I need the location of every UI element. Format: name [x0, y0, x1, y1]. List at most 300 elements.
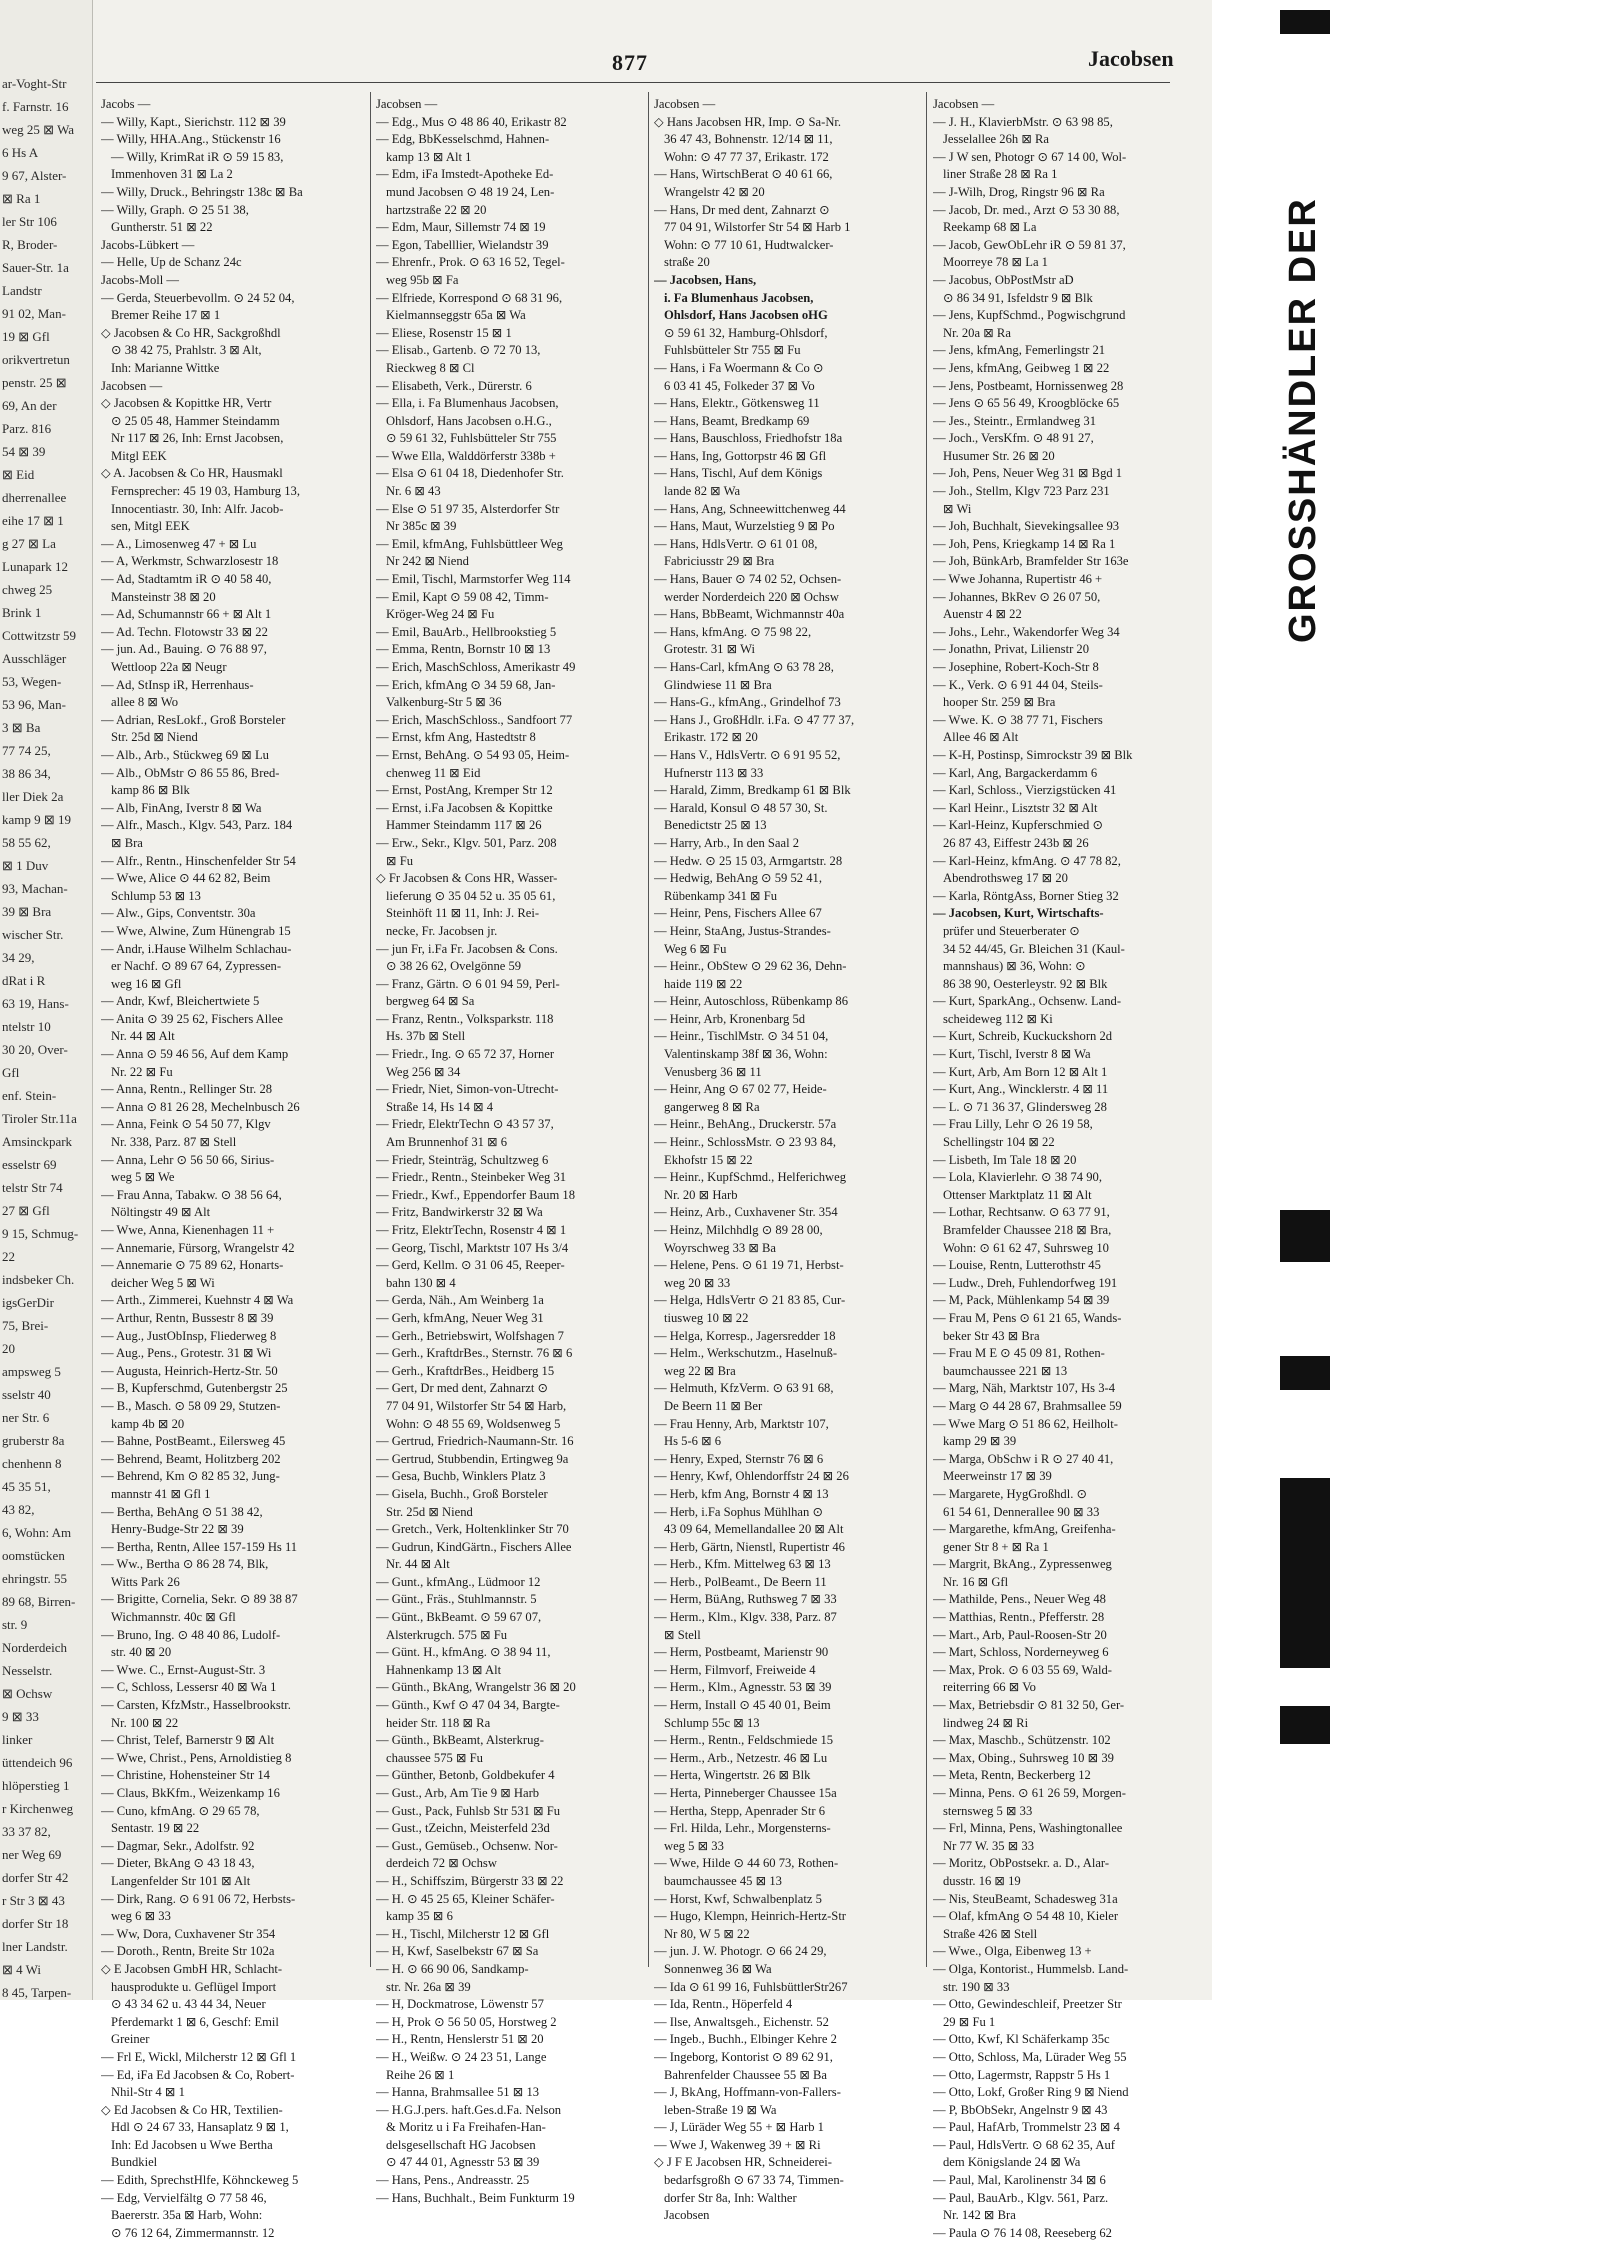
directory-entry-line: Husumer Str. 26 ⊠ 20 — [943, 448, 1055, 463]
directory-entry-line: Benedictstr 25 ⊠ 13 — [664, 818, 767, 833]
directory-entry-line: — Hans, Pens., Andreasstr. 25 — [376, 2173, 530, 2188]
directory-entry-line: haide 119 ⊠ 22 — [664, 976, 743, 991]
fragment-line: Nesselstr. — [2, 1663, 53, 1678]
directory-entry-line: Fernsprecher: 45 19 03, Hamburg 13, — [111, 484, 300, 499]
directory-entry-line: — Jacob, Dr. med., Arzt ⊙ 53 30 88, — [933, 202, 1120, 217]
directory-entry-line: chenweg 11 ⊠ Eid — [386, 765, 481, 780]
directory-entry-line: De Beern 11 ⊠ Ber — [664, 1398, 763, 1413]
directory-entry-line: — Arthur, Rentn, Bussestr 8 ⊠ 39 — [101, 1310, 274, 1325]
directory-entry-line: — Herm., Arb., Netzestr. 46 ⊠ Lu — [654, 1750, 828, 1765]
directory-entry-line: Ekhofstr 15 ⊠ 22 — [664, 1152, 753, 1167]
directory-entry-line: — H. ⊙ 45 25 65, Kleiner Schäfer- — [376, 1891, 555, 1906]
fragment-line: eihe 17 ⊠ 1 — [2, 513, 64, 528]
directory-entry-line: — Elfriede, Korrespond ⊙ 68 31 96, — [376, 290, 563, 305]
directory-entry-line: weg 95b ⊠ Fa — [386, 272, 459, 287]
directory-entry-line: — Willy, Kapt., Sierichstr. 112 ⊠ 39 — [101, 114, 286, 129]
directory-entry-line: — Wwe. C., Ernst-August-Str. 3 — [101, 1662, 266, 1677]
fragment-line: Norderdeich — [2, 1640, 67, 1655]
directory-entry-line: — Frau Henny, Arb, Marktstr 107, — [654, 1416, 829, 1431]
fragment-line: 6, Wohn: Am — [2, 1525, 72, 1540]
directory-entry-line: — Ww., Bertha ⊙ 86 28 74, Blk, — [101, 1557, 269, 1572]
directory-entry-line: — Elsa ⊙ 61 04 18, Diedenhofer Str. — [376, 466, 564, 481]
directory-entry-line: heider Str. 118 ⊠ Ra — [386, 1715, 491, 1730]
fragment-line: 30 20, Over- — [2, 1042, 68, 1057]
directory-entry-line: Jacobsen — — [376, 97, 438, 111]
directory-entry-line: — H.G.J.pers. haft.Ges.d.Fa. Nelson — [376, 2102, 562, 2117]
directory-entry-line: Str. 25d ⊠ Niend — [111, 730, 198, 745]
directory-entry-line: — Gertrud, Friedrich-Naumann-Str. 16 — [376, 1434, 574, 1449]
directory-entry-line: — Hans, Buchhalt., Beim Funkturm 19 — [376, 2190, 575, 2205]
directory-entry-line: — Friedr., Kwf., Eppendorfer Baum 18 — [376, 1187, 576, 1202]
directory-entry-line: — Gretch., Verk, Holtenklinker Str 70 — [376, 1522, 569, 1537]
directory-entry-line: gener Str 8 + ⊠ Ra 1 — [943, 1539, 1049, 1554]
directory-entry-line: Inh: Ed Jacobsen u Wwe Bertha — [111, 2137, 273, 2152]
fragment-line: üttendeich 96 — [2, 1755, 73, 1770]
directory-entry-line: Nhil-Str 4 ⊠ 1 — [111, 2085, 185, 2100]
fragment-line: ⊠ Ra 1 — [2, 191, 41, 206]
directory-entry-line: — Emil, kfmAng, Fuhlsbüttleer Weg — [376, 536, 563, 551]
directory-column-2 — [376, 96, 648, 2207]
directory-entry-line: — Alw., Gips, Conventstr. 30a — [101, 906, 256, 921]
directory-entry-line: — Heinz, Arb., Cuxhavener Str. 354 — [654, 1205, 838, 1220]
directory-entry-line: — Hertha, Stepp, Apenrader Str 6 — [654, 1803, 826, 1818]
directory-entry-line: — Lothar, Rechtsanw. ⊙ 63 77 91, — [933, 1205, 1110, 1220]
directory-entry-line: — Paul, HdlsVertr. ⊙ 68 62 35, Auf — [933, 2137, 1115, 2152]
fragment-line: 38 86 34, — [2, 766, 51, 781]
directory-entry-line: — Karl, Schloss., Vierzigstücken 41 — [933, 783, 1117, 798]
directory-entry-line: reiterring 66 ⊠ Vo — [943, 1680, 1036, 1695]
fragment-line: ner Str. 6 — [2, 1410, 50, 1425]
directory-entry-line: — Jacobsen, Kurt, Wirtschafts- — [933, 906, 1104, 921]
directory-entry-line: — Frau M E ⊙ 45 09 81, Rothen- — [933, 1346, 1105, 1361]
directory-entry-line: — Friedr, ElektrTechn ⊙ 43 57 37, — [376, 1117, 554, 1132]
directory-entry-line: — Ernst, i.Fa Jacobsen & Kopittke — [376, 800, 553, 815]
directory-entry-line: necke, Fr. Jacobsen jr. — [386, 923, 498, 938]
directory-entry-line: — Herta, Wingertstr. 26 ⊠ Blk — [654, 1768, 811, 1783]
directory-entry-line: sternsweg 5 ⊠ 33 — [943, 1803, 1033, 1818]
directory-entry-line: Woyrschweg 33 ⊠ Ba — [664, 1240, 777, 1255]
directory-entry-line: — Gerd, Kellm. ⊙ 31 06 45, Reeper- — [376, 1258, 565, 1273]
directory-entry-line: — Elisab., Gartenb. ⊙ 72 70 13, — [376, 343, 541, 358]
directory-entry-line: Nr 80, W 5 ⊠ 22 — [664, 1926, 750, 1941]
fragment-line: 69, An der — [2, 398, 57, 413]
directory-entry-line: — Josephine, Robert-Koch-Str 8 — [933, 660, 1099, 674]
directory-entry-line: — Hans V., HdlsVertr. ⊙ 6 91 95 52, — [654, 747, 841, 762]
directory-entry-line: baumchaussee 45 ⊠ 13 — [664, 1873, 782, 1888]
directory-entry-line: — J. H., KlavierbMstr. ⊙ 63 98 85, — [933, 114, 1113, 129]
directory-entry-line: — Hans-Carl, kfmAng ⊙ 63 78 28, — [654, 660, 834, 674]
directory-entry-line: — A, Werkmstr, Schwarzlosestr 18 — [101, 554, 279, 569]
directory-entry-line: — Emma, Rentn, Bornstr 10 ⊠ 13 — [376, 642, 551, 657]
directory-entry-line: — Cuno, kfmAng. ⊙ 29 65 78, — [101, 1803, 260, 1818]
directory-entry-line: — Günt. H., kfmAng. ⊙ 38 94 11, — [376, 1645, 551, 1660]
directory-entry-line: Am Brunnenhof 31 ⊠ 6 — [386, 1135, 508, 1150]
directory-entry-line: — H, Kwf, Saselbekstr 67 ⊠ Sa — [376, 1944, 539, 1959]
directory-entry-line: — Jes., Steintr., Ermlandweg 31 — [933, 413, 1096, 428]
directory-entry-line: Hahnenkamp 13 ⊠ Alt — [386, 1662, 502, 1677]
directory-entry-line: — Dagmar, Sekr., Adolfstr. 92 — [101, 1838, 255, 1853]
fragment-line: Brink 1 — [2, 605, 42, 620]
directory-entry-line: — J-Wilh, Drog, Ringstr 96 ⊠ Ra — [933, 184, 1105, 199]
directory-entry-line: — Anna, Rentn., Rellinger Str. 28 — [101, 1082, 273, 1097]
directory-entry-line: Witts Park 26 — [111, 1574, 180, 1589]
directory-entry-line: — Emil, BauArb., Hellbrookstieg 5 — [376, 624, 557, 639]
directory-entry-line: — J, BkAng, Hoffmann-von-Fallers- — [654, 2085, 841, 2100]
directory-entry-line: — Henry, Exped, Sternstr 76 ⊠ 6 — [654, 1451, 824, 1466]
directory-entry-line: — Wwe, Hilde ⊙ 44 60 73, Rothen- — [654, 1856, 839, 1871]
fragment-line: 27 ⊠ Gfl — [2, 1203, 50, 1218]
directory-entry-line: ⊠ Bra — [111, 835, 143, 850]
directory-entry-line: kamp 4b ⊠ 20 — [111, 1416, 185, 1431]
directory-entry-line: — Karla, RöntgAss, Borner Stieg 32 — [933, 888, 1119, 903]
fragment-line: 63 19, Hans- — [2, 996, 69, 1011]
directory-entry-line: — Anita ⊙ 39 25 62, Fischers Allee — [101, 1011, 283, 1026]
directory-entry-line: — Friedr., Ing. ⊙ 65 72 37, Horner — [376, 1047, 555, 1062]
directory-entry-line: 29 ⊠ Fu 1 — [943, 2014, 996, 2029]
directory-entry-line: — Arth., Zimmerei, Kuehnstr 4 ⊠ Wa — [101, 1293, 294, 1308]
directory-column-4 — [933, 96, 1209, 2242]
directory-entry-line: — Wwe, Christ., Pens, Arnoldistieg 8 — [101, 1750, 292, 1765]
fragment-line: ntelstr 10 — [2, 1019, 51, 1034]
directory-entry-line: — Jens, Postbeamt, Hornissenweg 28 — [933, 378, 1124, 393]
directory-entry-line: i. Fa Blumenhaus Jacobsen, — [664, 290, 814, 305]
directory-entry-line: Jacobsen — — [654, 97, 716, 111]
directory-entry-line: Nr. 338, Parz. 87 ⊠ Stell — [111, 1135, 237, 1150]
fragment-line: igsGerDir — [2, 1295, 54, 1310]
directory-entry-line: Schlump 55c ⊠ 13 — [664, 1715, 760, 1730]
directory-entry-line: Grotestr. 31 ⊠ Wi — [664, 642, 755, 657]
fragment-line: dorfer Str 18 — [2, 1916, 69, 1931]
fragment-line: 53 96, Man- — [2, 697, 66, 712]
directory-entry-line: — Franz, Rentn., Volksparkstr. 118 — [376, 1011, 554, 1026]
directory-entry-line: Sonnenweg 36 ⊠ Wa — [664, 1961, 772, 1976]
directory-entry-line: — Kurt, Arb, Am Born 12 ⊠ Alt 1 — [933, 1064, 1108, 1079]
directory-entry-line: — Joh, Pens, Kriegkamp 14 ⊠ Ra 1 — [933, 536, 1116, 551]
directory-entry-line: — Herm., Klm., Klgv. 338, Parz. 87 — [654, 1610, 837, 1625]
directory-entry-line: — Paul, Mal, Karolinenstr 34 ⊠ 6 — [933, 2173, 1106, 2188]
directory-entry-line: — Gerh., KraftdrBes., Sternstr. 76 ⊠ 6 — [376, 1346, 573, 1361]
spine-band — [1280, 1210, 1330, 1262]
directory-entry-line: — Ludw., Dreh, Fuhlendorfweg 191 — [933, 1275, 1118, 1290]
directory-entry-line: — Else ⊙ 51 97 35, Alsterdorfer Str — [376, 501, 560, 516]
directory-entry-line: — Erich, MaschSchloss, Amerikastr 49 — [376, 660, 576, 674]
directory-entry-line: — C, Schloss, Lessersr 40 ⊠ Wa 1 — [101, 1680, 277, 1695]
directory-entry-line: — Günth., BkAng, Wrangelstr 36 ⊠ 20 — [376, 1680, 576, 1695]
directory-entry-line: — Harry, Arb., In den Saal 2 — [654, 835, 800, 850]
directory-entry-line: — Bruno, Ing. ⊙ 48 40 86, Ludolf- — [101, 1627, 281, 1642]
directory-entry-line: Nr. 22 ⊠ Fu — [111, 1064, 173, 1079]
directory-entry-line: — Margarethe, kfmAng, Greifenha- — [933, 1522, 1116, 1537]
directory-entry-line: Inh: Marianne Wittke — [111, 360, 220, 375]
fragment-line: 9 ⊠ 33 — [2, 1709, 39, 1724]
directory-entry-line: Hs. 37b ⊠ Stell — [386, 1029, 466, 1044]
directory-entry-line: 77 04 91, Wilstorfer Str 54 ⊠ Harb, — [386, 1398, 567, 1413]
directory-entry-line: — Max, Obing., Suhrsweg 10 ⊠ 39 — [933, 1750, 1114, 1765]
fragment-line: 77 74 25, — [2, 743, 51, 758]
directory-entry-line: — Gust., tZeichn, Meisterfeld 23d — [376, 1821, 550, 1836]
fragment-line: 20 — [2, 1341, 15, 1356]
directory-entry-line: — Heinr, Autoschloss, Rübenkamp 86 — [654, 994, 848, 1009]
spine-band — [1280, 1356, 1330, 1390]
directory-entry-line: — Emil, Kapt ⊙ 59 08 42, Timm- — [376, 589, 549, 604]
directory-entry-line: prüfer und Steuerberater ⊙ — [943, 923, 1080, 938]
directory-entry-line: — Mart., Arb, Paul-Roosen-Str 20 — [933, 1627, 1107, 1642]
fragment-line: ⊠ Ochsw — [2, 1686, 53, 1701]
directory-entry-line: — Joh., Stellm, Klgv 723 Parz 231 — [933, 484, 1110, 499]
fragment-line: 33 37 82, — [2, 1824, 51, 1839]
directory-entry-line: — M, Pack, Mühlenkamp 54 ⊠ 39 — [933, 1293, 1110, 1308]
directory-entry-line: weg 20 ⊠ 33 — [664, 1275, 731, 1290]
directory-entry-line: deicher Weg 5 ⊠ Wi — [111, 1275, 215, 1290]
directory-entry-line: — Otto, Lagermstr, Rappstr 5 Hs 1 — [933, 2067, 1111, 2082]
directory-entry-line: kamp 35 ⊠ 6 — [386, 1909, 453, 1924]
fragment-line: Amsinckpark — [2, 1134, 73, 1149]
directory-entry-line: ⊠ Fu — [386, 853, 414, 868]
header-rule — [96, 82, 1170, 83]
directory-entry-line: — P, BbObSekr, Angelnstr 9 ⊠ 43 — [933, 2102, 1108, 2117]
directory-entry-line: — Marg ⊙ 44 28 67, Brahmsallee 59 — [933, 1398, 1122, 1413]
directory-entry-line: — Gesa, Buchb, Winklers Platz 3 — [376, 1469, 546, 1484]
directory-entry-line: — Kurt, Tischl, Iverstr 8 ⊠ Wa — [933, 1047, 1091, 1062]
directory-entry-line: 34 52 44/45, Gr. Bleichen 31 (Kaul- — [943, 941, 1125, 956]
directory-entry-line: — J W sen, Photogr ⊙ 67 14 00, Wol- — [933, 149, 1127, 164]
directory-entry-line: — Ingeb., Buchh., Elbinger Kehre 2 — [654, 2032, 837, 2047]
directory-entry-line: — Behrend, Km ⊙ 82 85 32, Jung- — [101, 1469, 280, 1484]
directory-entry-line: — Jens, kfmAng, Geibweg 1 ⊠ 22 — [933, 360, 1110, 375]
directory-entry-line: — Edg, Vervielfältg ⊙ 77 58 46, — [101, 2190, 267, 2205]
directory-column-1 — [101, 96, 373, 2242]
directory-entry-line: — Ad, StInsp iR, Herrenhaus- — [101, 677, 254, 692]
directory-entry-line: Hs 5-6 ⊠ 6 — [664, 1434, 722, 1449]
directory-entry-line: — Ernst, BehAng. ⊙ 54 93 05, Heim- — [376, 747, 570, 762]
directory-entry-line: gangerweg 8 ⊠ Ra — [664, 1099, 760, 1114]
directory-entry-line: — Hans J., GroßHdlr. i.Fa. ⊙ 47 77 37, — [654, 712, 855, 727]
directory-entry-line: — Edm, Maur, Sillemstr 74 ⊠ 19 — [376, 220, 546, 235]
directory-entry-line: allee 8 ⊠ Wo — [111, 695, 179, 710]
directory-entry-line: Jacobs — — [101, 97, 151, 111]
directory-entry-line: — Hans, HdlsVertr. ⊙ 61 01 08, — [654, 536, 818, 551]
directory-entry-line: — Fritz, ElektrTechn, Rosenstr 4 ⊠ 1 — [376, 1223, 567, 1237]
directory-entry-line: Bahrenfelder Chaussee 55 ⊠ Ba — [664, 2067, 828, 2082]
fragment-line: orikvertretun — [2, 352, 70, 367]
directory-entry-line: Mitgl EEK — [111, 448, 167, 463]
directory-entry-line: — Frl, Minna, Pens, Washingtonallee — [933, 1821, 1123, 1836]
directory-entry-line: Nr. 20a ⊠ Ra — [943, 325, 1011, 340]
directory-entry-line: — Hans, BbBeamt, Wichmannstr 40a — [654, 607, 845, 622]
directory-entry-line: — Ehrenfr., Prok. ⊙ 63 16 52, Tegel- — [376, 255, 565, 270]
directory-entry-line: — Fritz, Bandwirkerstr 32 ⊠ Wa — [376, 1205, 543, 1220]
directory-entry-line: Wohn: ⊙ 47 77 37, Erikastr. 172 — [664, 149, 829, 164]
directory-entry-line: mannshaus) ⊠ 36, Wohn: ⊙ — [943, 959, 1086, 974]
fragment-line: esselstr 69 — [2, 1157, 57, 1172]
directory-entry-line: mannstr 41 ⊠ Gfl 1 — [111, 1486, 211, 1501]
directory-entry-line: — Hans, kfmAng. ⊙ 75 98 22, — [654, 624, 812, 639]
directory-entry-line: — Hans, Maut, Wurzelstieg 9 ⊠ Po — [654, 519, 835, 534]
directory-entry-line: str. 40 ⊠ 20 — [111, 1645, 172, 1660]
directory-entry-line: — Erich, kfmAng ⊙ 34 59 68, Jan- — [376, 677, 556, 692]
fragment-line: 53, Wegen- — [2, 674, 62, 689]
directory-entry-line: Kröger-Weg 24 ⊠ Fu — [386, 607, 495, 622]
directory-entry-line: Nr. 100 ⊠ 22 — [111, 1715, 179, 1730]
directory-entry-line: — Gust., Pack, Fuhlsb Str 531 ⊠ Fu — [376, 1803, 561, 1818]
directory-entry-line: — Joch., VersKfm. ⊙ 48 91 27, — [933, 431, 1094, 446]
directory-entry-line: — Kurt, Ang., Wincklerstr. 4 ⊠ 11 — [933, 1082, 1109, 1097]
directory-entry-line: — Matthias, Rentn., Pfefferstr. 28 — [933, 1610, 1105, 1625]
fragment-line: ller Diek 2a — [2, 789, 64, 804]
directory-entry-line: Henry-Budge-Str 22 ⊠ 39 — [111, 1522, 244, 1537]
directory-entry-line: Valkenburg-Str 5 ⊠ 36 — [386, 695, 502, 710]
directory-entry-line: dusstr. 16 ⊠ 19 — [943, 1873, 1021, 1888]
fragment-line: 58 55 62, — [2, 835, 51, 850]
directory-entry-line: — Frau M, Pens ⊙ 61 21 65, Wands- — [933, 1310, 1122, 1325]
directory-entry-line: Nr 385c ⊠ 39 — [386, 519, 457, 534]
directory-entry-line: Weg 256 ⊠ 34 — [386, 1064, 461, 1079]
directory-entry-line: — Ed, iFa Ed Jacobsen & Co, Robert- — [101, 2067, 295, 2082]
directory-entry-line: Jacobsen — [664, 2208, 710, 2223]
directory-entry-line: — Ella, i. Fa Blumenhaus Jacobsen, — [376, 396, 559, 411]
directory-entry-line: 26 87 43, Eiffestr 243b ⊠ 26 — [943, 835, 1089, 850]
fragment-line: 39 ⊠ Bra — [2, 904, 52, 919]
directory-entry-line: — Herta, Pinneberger Chaussee 15a — [654, 1786, 837, 1800]
directory-entry-line: kamp 86 ⊠ Blk — [111, 783, 190, 798]
directory-entry-line: — Gerh, kfmAng, Neuer Weg 31 — [376, 1310, 544, 1325]
fragment-line: ehringstr. 55 — [2, 1571, 67, 1586]
directory-entry-line: — jun. Ad., Bauing. ⊙ 76 88 97, — [101, 642, 267, 657]
directory-entry-line: — Herb., PolBeamt., De Beern 11 — [654, 1574, 827, 1589]
directory-entry-line: Greiner — [111, 2032, 150, 2047]
directory-entry-line: Glindwiese 11 ⊠ Bra — [664, 677, 772, 692]
directory-entry-line: — H., Tischl, Milcherstr 12 ⊠ Gfl — [376, 1926, 550, 1941]
directory-entry-line: — Dirk, Rang. ⊙ 6 91 06 72, Herbsts- — [101, 1891, 296, 1906]
directory-entry-line: — Willy, Graph. ⊙ 25 51 38, — [101, 202, 249, 217]
column-rule — [648, 92, 649, 1967]
directory-entry-line: bergweg 64 ⊠ Sa — [386, 994, 475, 1009]
column-rule — [926, 92, 927, 1967]
fragment-line: kamp 9 ⊠ 19 — [2, 812, 72, 827]
directory-entry-line: Nr. 44 ⊠ Alt — [386, 1557, 450, 1572]
fragment-line: 9 15, Schmug- — [2, 1226, 79, 1241]
fragment-line: 34 29, — [2, 950, 35, 965]
fragment-line: ⊠ 4 Wi — [2, 1962, 42, 1977]
directory-entry-line: — H., Weißw. ⊙ 24 23 51, Lange — [376, 2049, 547, 2064]
directory-entry-line: — Joh, BünkArb, Bramfelder Str 163e — [933, 554, 1129, 569]
fragment-line: chenhenn 8 — [2, 1456, 62, 1471]
directory-entry-line: Alsterkrugch. 575 ⊠ Fu — [386, 1627, 508, 1642]
directory-entry-line: ⊙ 86 34 91, Isfeldstr 9 ⊠ Blk — [943, 290, 1093, 305]
directory-entry-line: — Hans, Ang, Schneewittchenweg 44 — [654, 501, 846, 516]
directory-entry-line: Guntherstr. 51 ⊠ 22 — [111, 220, 213, 235]
directory-entry-line: — Ingeborg, Kontorist ⊙ 89 62 91, — [654, 2049, 833, 2064]
directory-entry-line: Valentinskamp 38f ⊠ 36, Wohn: — [664, 1047, 828, 1062]
fragment-line: dherrenallee — [2, 490, 67, 505]
directory-entry-line: tiusweg 10 ⊠ 22 — [664, 1310, 749, 1325]
directory-entry-line: Fabriciusstr 29 ⊠ Bra — [664, 554, 775, 569]
directory-entry-line: — Ad, Schumannstr 66 + ⊠ Alt 1 — [101, 607, 272, 622]
directory-entry-line: — Otto, Lokf, Großer Ring 9 ⊠ Niend — [933, 2085, 1129, 2100]
directory-entry-line: — Bertha, Rentn, Allee 157-159 Hs 11 — [101, 1539, 298, 1554]
directory-entry-line: ⊙ 43 34 62 u. 43 44 34, Neuer — [111, 1997, 266, 2012]
directory-entry-line: dorfer Str 8a, Inh: Walther — [664, 2190, 797, 2205]
directory-entry-line: Rieckweg 8 ⊠ Cl — [386, 360, 475, 375]
directory-entry-line: — Hans, Elektr., Götkensweg 11 — [654, 396, 820, 411]
directory-entry-line: — Herm., Klm., Agnesstr. 53 ⊠ 39 — [654, 1680, 832, 1695]
directory-entry-line: — Heinz, Milchhdlg ⊙ 89 28 00, — [654, 1223, 823, 1237]
directory-entry-line: — Herb., Kfm. Mittelweg 63 ⊠ 13 — [654, 1557, 831, 1572]
fragment-line: dorfer Str 42 — [2, 1870, 69, 1885]
directory-entry-line: — Helga, HdlsVertr ⊙ 21 83 85, Cur- — [654, 1293, 846, 1308]
directory-entry-line: — Günth., Kwf ⊙ 47 04 34, Bargte- — [376, 1698, 560, 1713]
directory-entry-line: ◇ Jacobsen & Kopittke HR, Vertr — [101, 396, 272, 411]
directory-entry-line: — Heinr., KupfSchmd., Helferichweg — [654, 1170, 847, 1185]
directory-entry-line: sen, Mitgl EEK — [111, 519, 190, 534]
directory-entry-line: — Harald, Zimm, Bredkamp 61 ⊠ Blk — [654, 783, 851, 798]
adjacent-page-fragment — [0, 0, 93, 2000]
directory-entry-line: — Erw., Sekr., Klgv. 501, Parz. 208 — [376, 835, 557, 850]
directory-entry-line: Reekamp 68 ⊠ La — [943, 220, 1037, 235]
directory-entry-line: & Moritz u i Fa Freihafen-Han- — [386, 2120, 546, 2135]
fragment-line: 75, Brei- — [2, 1318, 49, 1333]
directory-entry-line: 61 54 61, Dennerallee 90 ⊠ 33 — [943, 1504, 1100, 1519]
directory-entry-line: Wohn: ⊙ 48 55 69, Woldsenweg 5 — [386, 1416, 561, 1431]
directory-entry-line: — Kurt, Schreib, Kuckuckshorn 2d — [933, 1029, 1113, 1044]
directory-entry-line: hartzstraße 22 ⊠ 20 — [386, 202, 487, 217]
directory-entry-line: derdeich 72 ⊠ Ochsw — [386, 1856, 497, 1871]
directory-entry-line: weg 16 ⊠ Gfl — [111, 976, 182, 991]
directory-entry-line: — Alb., Arb., Stückweg 69 ⊠ Lu — [101, 747, 269, 762]
directory-entry-line: — Wwe J, Wakenweg 39 + ⊠ Ri — [654, 2137, 821, 2152]
fragment-line: 45 35 51, — [2, 1479, 51, 1494]
directory-entry-line: — Joh, Buchhalt, Sievekingsallee 93 — [933, 519, 1120, 534]
directory-entry-line: Bramfelder Chaussee 218 ⊠ Bra, — [943, 1223, 1112, 1237]
directory-entry-line: Abendrothsweg 17 ⊠ 20 — [943, 871, 1068, 886]
directory-entry-line: Sentastr. 19 ⊠ 22 — [111, 1821, 200, 1836]
directory-entry-line: — Wwe, Anna, Kienenhagen 11 + — [101, 1223, 275, 1237]
directory-entry-line: — Gert, Dr med dent, Zahnarzt ⊙ — [376, 1381, 549, 1396]
directory-entry-line: — Edm, iFa Imstedt-Apotheke Ed- — [376, 167, 554, 182]
directory-entry-line: — Helle, Up de Schanz 24c — [101, 255, 242, 270]
directory-entry-line: ◇ Jacobsen & Co HR, Sackgroßhdl — [101, 325, 281, 340]
directory-entry-line: mund Jacobsen ⊙ 48 19 24, Len- — [386, 184, 555, 199]
fragment-line: 91 02, Man- — [2, 306, 66, 321]
directory-entry-line: Rübenkamp 341 ⊠ Fu — [664, 888, 778, 903]
directory-entry-line: — Hans-G., kfmAng., Grindelhof 73 — [654, 695, 841, 710]
directory-entry-line: — Henry, Kwf, Ohlendorffstr 24 ⊠ 26 — [654, 1469, 849, 1484]
directory-entry-line: baumchaussee 221 ⊠ 13 — [943, 1363, 1068, 1378]
directory-entry-line: — H, Prok ⊙ 56 50 05, Horstweg 2 — [376, 2014, 557, 2029]
directory-entry-line: Nr. 142 ⊠ Bra — [943, 2208, 1016, 2223]
directory-entry-line: Ohlsdorf, Hans Jacobsen oHG — [664, 308, 828, 323]
directory-entry-line: — Bahne, PostBeamt., Eilersweg 45 — [101, 1434, 286, 1449]
directory-entry-line: — Otto, Schloss, Ma, Lürader Weg 55 — [933, 2049, 1127, 2064]
directory-entry-line: er Nachf. ⊙ 89 67 64, Zypressen- — [111, 959, 282, 974]
directory-entry-line: Fuhlsbütteler Str 755 ⊠ Fu — [664, 343, 801, 358]
directory-entry-line: ⊙ 59 61 32, Fuhlsbütteler Str 755 — [386, 431, 557, 446]
fragment-line: ⊠ Eid — [2, 467, 35, 482]
directory-entry-line: — Alfr., Masch., Klgv. 543, Parz. 184 — [101, 818, 293, 833]
directory-entry-line: Str. 25d ⊠ Niend — [386, 1504, 473, 1519]
directory-entry-line: — Gunt., kfmAng., Lüdmoor 12 — [376, 1574, 541, 1589]
directory-entry-line: Steinhöft 11 ⊠ 11, Inh: J. Rei- — [386, 906, 540, 921]
directory-entry-line: — Heinr, Arb, Kronenbarg 5d — [654, 1011, 806, 1026]
directory-entry-line: lieferung ⊙ 35 04 52 u. 35 05 61, — [386, 888, 556, 903]
directory-entry-line: Wohn: ⊙ 61 62 47, Suhrsweg 10 — [943, 1240, 1109, 1255]
directory-entry-line: Kielmannseggstr 65a ⊠ Wa — [386, 308, 526, 323]
fragment-line: oomstücken — [2, 1548, 65, 1563]
directory-entry-line: — Franz, Gärtn. ⊙ 6 01 94 59, Perl- — [376, 976, 560, 991]
fragment-line: Lunapark 12 — [2, 559, 69, 574]
fragment-line: 6 Hs A — [2, 145, 39, 160]
directory-entry-line: — Andr, Kwf, Bleichertwiete 5 — [101, 994, 260, 1009]
